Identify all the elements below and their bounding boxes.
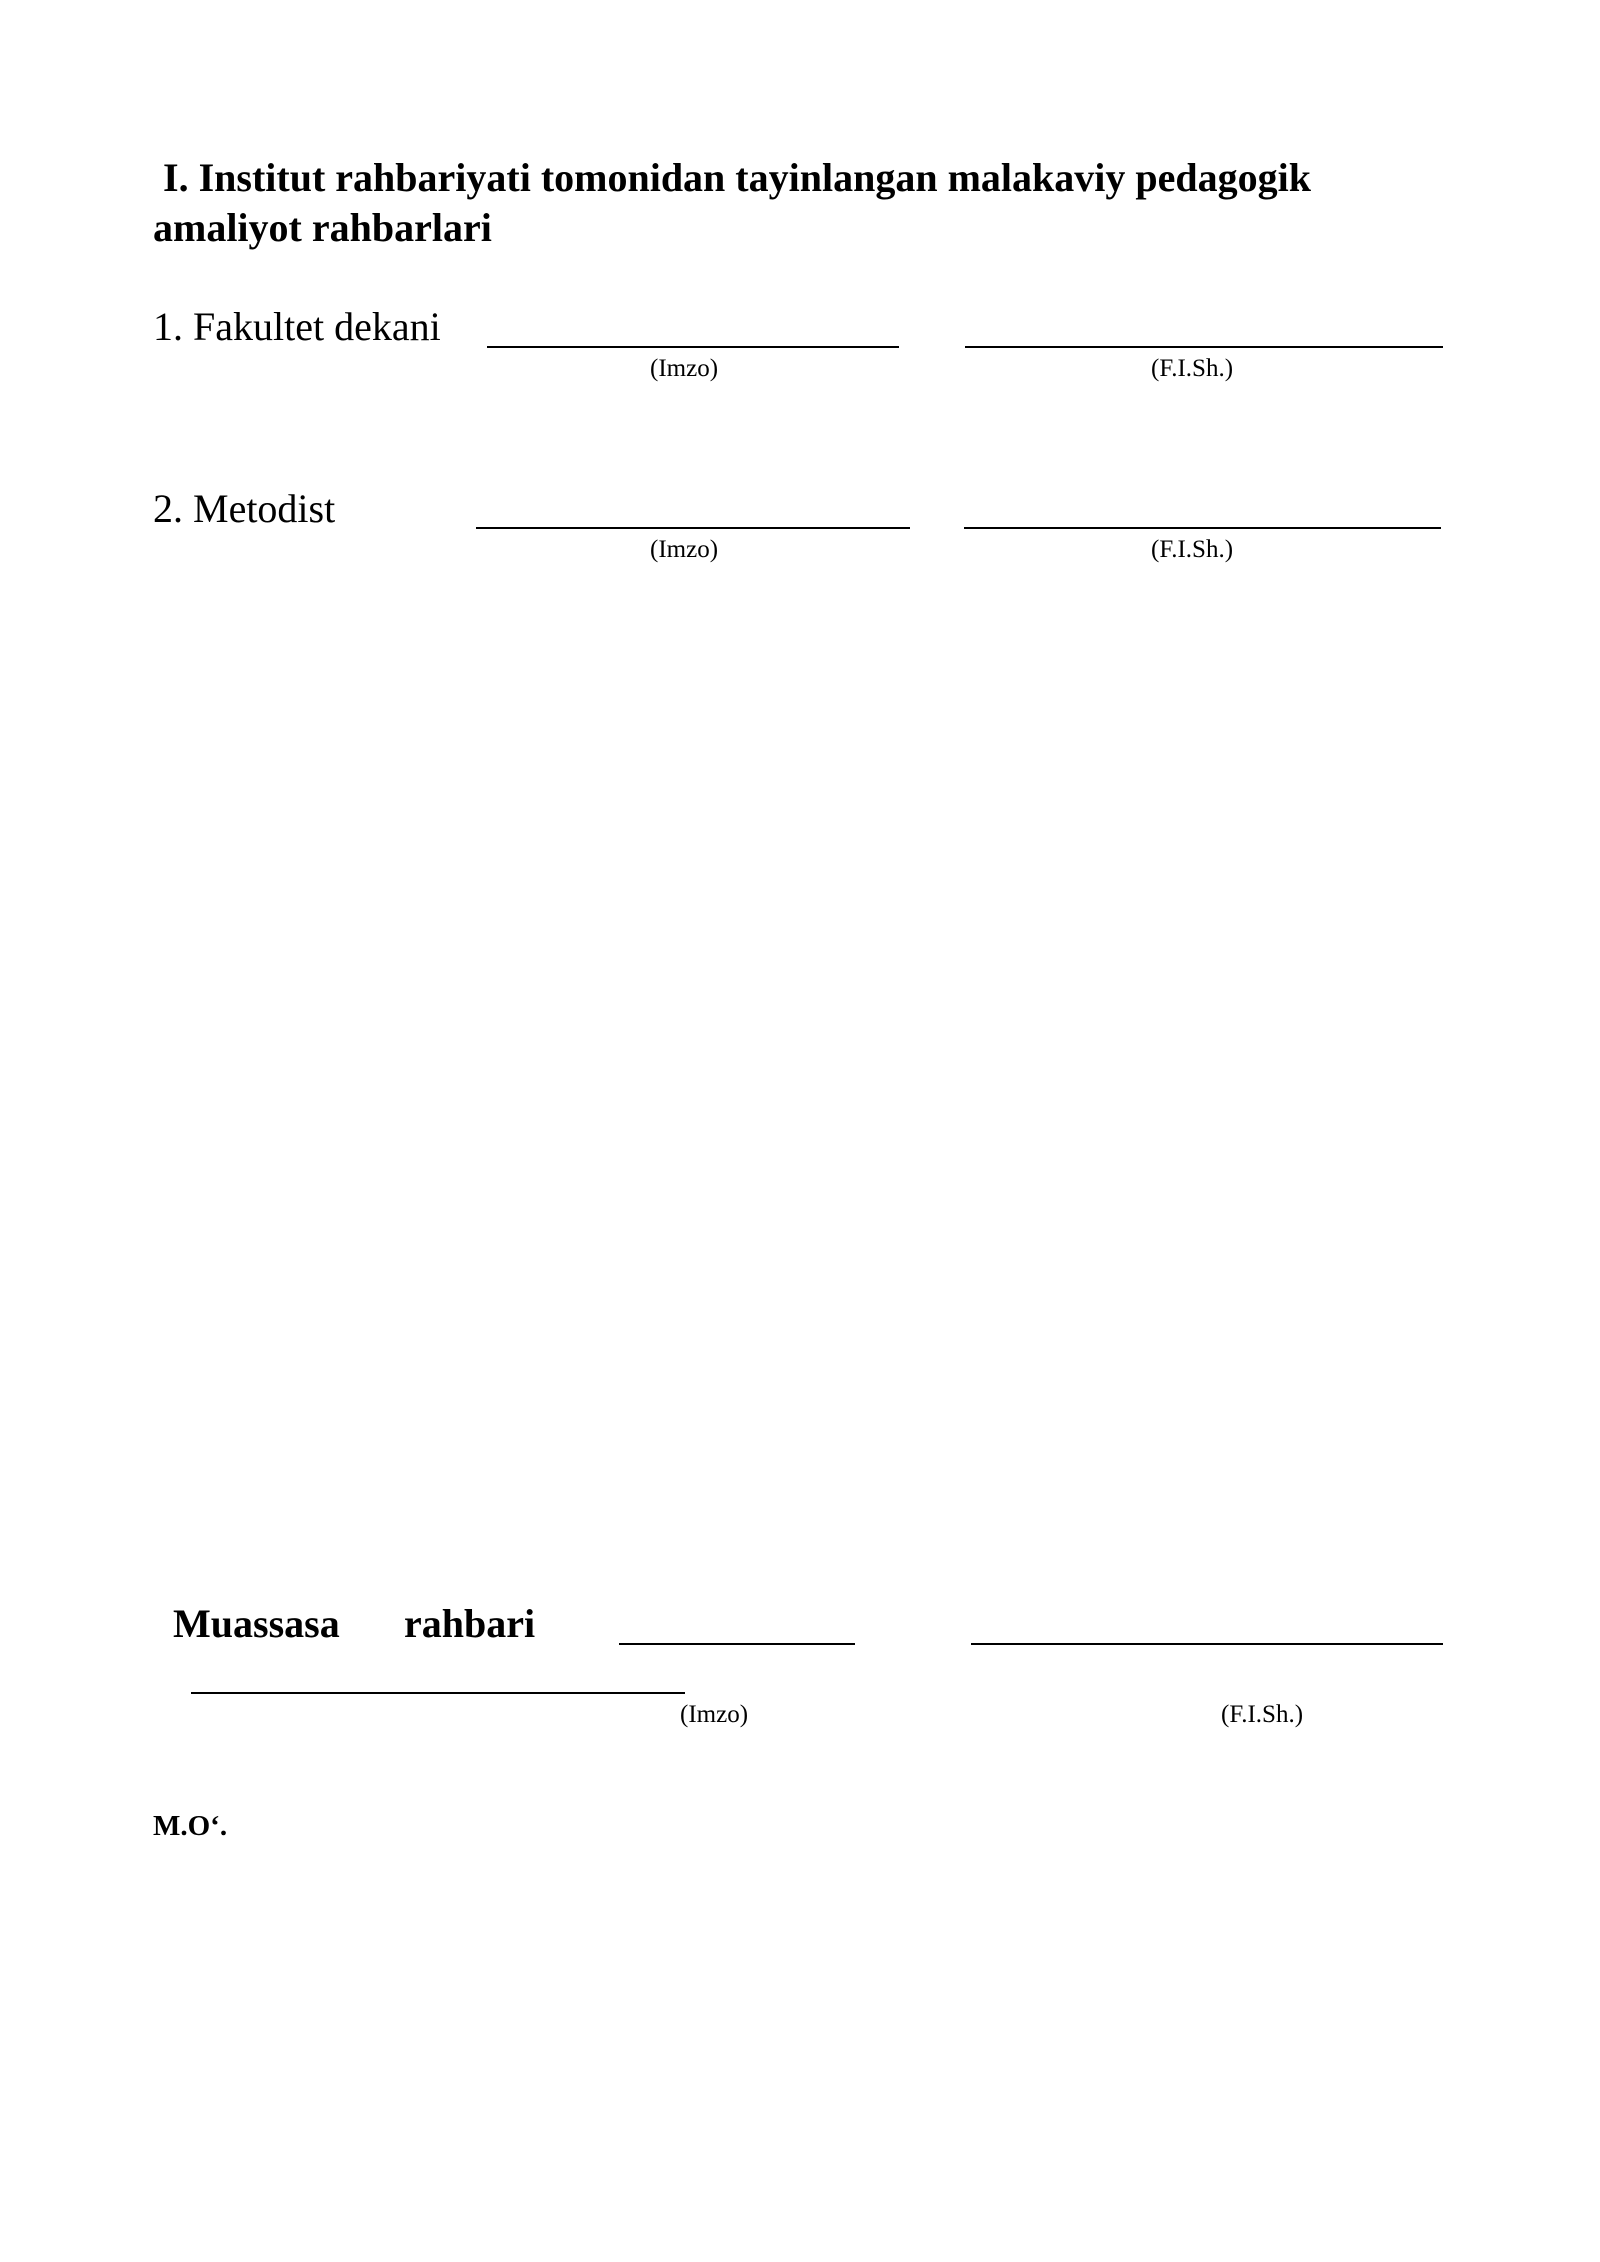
institution-head-signature-caption: (Imzo) [680, 1701, 749, 1728]
faculty-dean-name-caption: (F.I.Sh.) [1151, 355, 1234, 382]
institution-head-signature-line[interactable] [619, 1643, 855, 1645]
institution-head-name-line[interactable] [971, 1643, 1443, 1645]
section-heading [153, 153, 1443, 253]
faculty-dean-name-line[interactable] [965, 346, 1443, 348]
faculty-dean-label: 1. Fakultet dekani [153, 304, 441, 349]
methodist-name-line[interactable] [964, 527, 1441, 529]
section-heading-line-1: I. Institut rahbariyati tomonidan tayinlangan malakaviy pedagogik [163, 155, 1311, 200]
institution-head-continuation-line[interactable] [191, 1692, 685, 1694]
methodist-signature-caption: (Imzo) [650, 536, 719, 563]
section-heading-line-2: amaliyot rahbarlari [153, 205, 492, 250]
faculty-dean-signature-caption: (Imzo) [650, 355, 719, 382]
methodist-signature-line[interactable] [476, 527, 910, 529]
faculty-dean-signature-line[interactable] [487, 346, 899, 348]
institution-head-label-word-1: Muassasa [173, 1601, 340, 1646]
institution-head-name-caption: (F.I.Sh.) [1221, 1701, 1304, 1728]
institution-head-label-word-2: rahbari [404, 1601, 536, 1646]
stamp-place-label: M.O‘. [153, 1810, 228, 1842]
methodist-name-caption: (F.I.Sh.) [1151, 536, 1234, 563]
methodist-label: 2. Metodist [153, 486, 336, 531]
